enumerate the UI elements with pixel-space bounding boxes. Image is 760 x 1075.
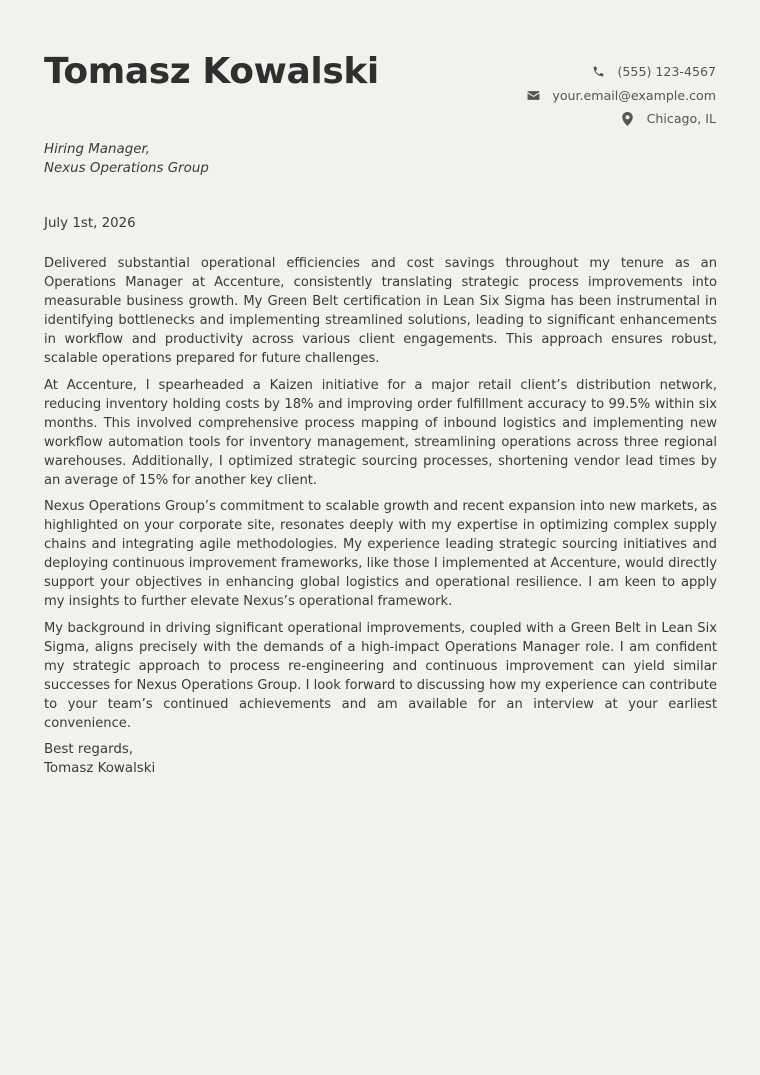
closing-signature: Tomasz Kowalski (44, 761, 156, 776)
body-paragraph: My background in driving significant operational improvements, coupled with a Green Belt in Lean Six Sigma, aligns precisely with the demands of a high-impact Operations Manager role. I am confident my strategic approach to process re-engineering and continuous improvement can yield similar successes for Nexus Operations Group. I look forward to discussing how my experience can contribute to your team’s continued achievements and am available for an interview at your earliest convenience. (44, 620, 717, 731)
envelope-icon (526, 88, 540, 102)
email-text: your.email@example.com (552, 87, 716, 103)
contact-phone (526, 60, 716, 84)
closing-block (44, 740, 717, 778)
location-text: Chicago, IL (646, 111, 716, 127)
closing-salutation: Best regards, (44, 742, 134, 757)
recipient-title: Hiring Manager, (44, 142, 150, 157)
phone-icon (592, 65, 606, 79)
body-paragraph: Nexus Operations Group’s commitment to scalable growth and recent expansion into new markets, as highlighted on your corporate site, resonates deeply with my expertise in optimizing complex supply chains and integrating agile methodologies. My experience leading strategic sourcing initiatives and deploying continuous improvement frameworks, like those I implemented at Accenture, would directly support your objectives in enhancing global logistics and operational resilience. I am keen to apply my insights to further elevate Nexus’s operational framework. (44, 499, 717, 609)
letter-body (44, 254, 717, 778)
letter-date: July 1st, 2026 (44, 216, 136, 231)
phone-text: (555) 123-4567 (617, 64, 716, 80)
recipient-block (44, 140, 209, 178)
letter-header (44, 0, 716, 127)
body-paragraph: Delivered substantial operational efficiencies and cost savings throughout my tenure as an Operations Manager at Accenture, consistently translating strategic process improvements into measurable business growth. My Green Belt certification in Lean Six Sigma has been instrumental in identifying bottlenecks and implementing streamlined solutions, leading to significant enhancements in workflow and productivity across various client engagements. This approach ensures robust, scalable operations prepared for future challenges. (44, 256, 717, 366)
contact-info (526, 60, 716, 131)
applicant-name: Tomasz Kowalski (44, 51, 379, 92)
recipient-company: Nexus Operations Group (44, 161, 209, 176)
contact-location (526, 107, 716, 131)
body-paragraph: At Accenture, I spearheaded a Kaizen initiative for a major retail client’s distribution network, reducing inventory holding costs by 18% and improving order fulfillment accuracy to 99.5% within six months. This involved comprehensive process mapping of inbound logistics and implementing new workflow automation tools for inventory management, streamlining operations across three regional warehouses. Additionally, I optimized strategic sourcing processes, shortening vendor lead times by an average of 15% for another key client. (44, 377, 717, 488)
map-pin-icon (621, 112, 635, 126)
contact-email (526, 84, 716, 108)
